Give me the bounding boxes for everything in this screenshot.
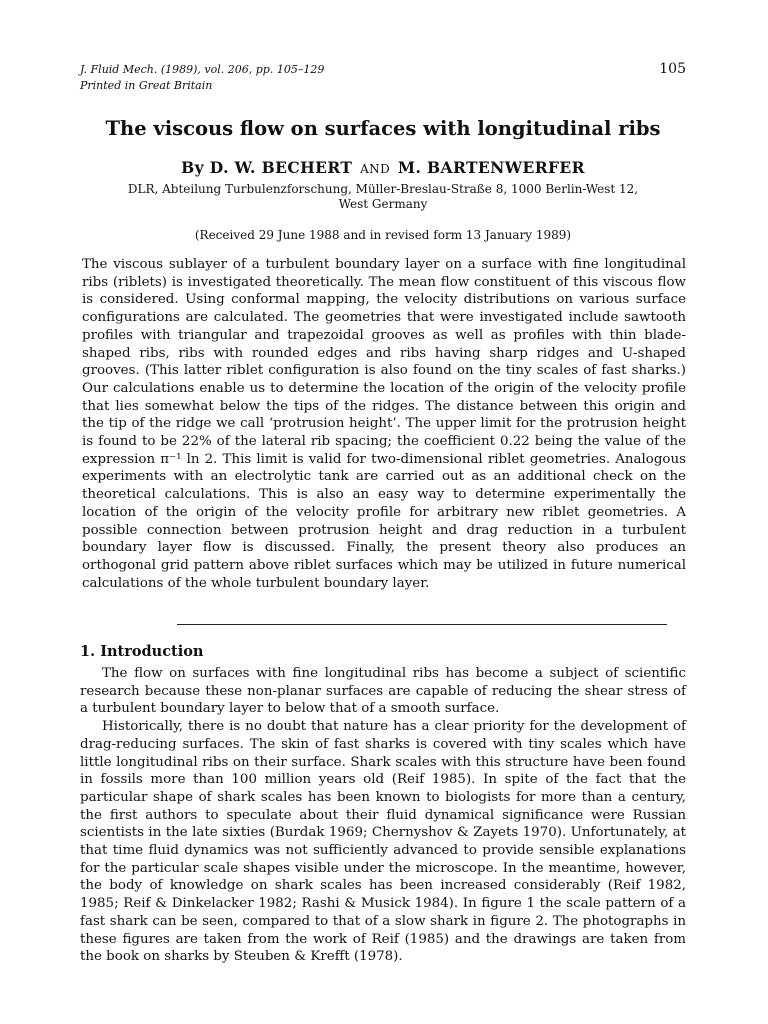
author-2: M. BARTENWERFER bbox=[397, 158, 585, 177]
paragraph: The flow on surfaces with fine longitudinal ribs has become a subject of scientific research because these non-planar surfaces are capable of reducing the shear stress of a turbulent boundary layer to below that of a smooth surface. bbox=[80, 666, 686, 717]
affiliation bbox=[80, 182, 686, 212]
page-number: 105 bbox=[659, 61, 686, 77]
paragraph: Historically, there is no doubt that nature has a clear priority for the development of drag-reducing surfaces. The skin of fast sharks is covered with tiny scales which have little longitudinal ribs on their surface. Shark scales with this structure have been found in fossils more than 100 million years old (Reif 1985). In spite of the fact that the particular shape of shark scales has been known to biologists for more than a century, the first authors to speculate about their fluid dynamical significance were Russian scientists in the late sixties (Burdak 1969; Chernyshov & Zayets 1970). Unfortunately, at that time fluid dynamics was not sufficiently advanced to provide sensible explanations for the particular scale shapes visible under the microscope. In the meantime, however, the body of knowledge on shark scales has been increased considerably (Reif 1982, 1985; Reif & Dinkelacker 1982; Rashi & Musick 1984). In figure 1 the scale pattern of a fast shark can be seen, compared to that of a slow shark in figure 2. The photographs in these figures are taken from the work of Reif (1985) and the drawings are taken from the book on sharks by Steuben & Krefft (1978). bbox=[80, 719, 686, 965]
section-number: 1. bbox=[80, 643, 96, 660]
running-head bbox=[80, 62, 686, 94]
section-divider bbox=[177, 624, 667, 625]
section-title: Introduction bbox=[100, 643, 204, 660]
by-label: By bbox=[181, 158, 204, 177]
author-1: D. W. BECHERT bbox=[209, 158, 353, 177]
affiliation-line-1: DLR, Abteilung Turbulenzforschung, Müller-Breslau-Straße 8, 1000 Berlin-West 12, bbox=[127, 182, 639, 196]
affiliation-line-2: West Germany bbox=[338, 197, 428, 211]
received-dates: (Received 29 June 1988 and in revised form 13 January 1989) bbox=[194, 228, 572, 242]
introduction-body bbox=[80, 665, 686, 966]
author-line bbox=[80, 158, 686, 179]
abstract: The viscous sublayer of a turbulent boundary layer on a surface with fine longitudinal ribs (riblets) is investigated theoretically. The mean flow constituent of this viscous flow is considered. Using conformal mapping, the velocity distributions on various surface configurations are calculated. The geometries that were investigated include sawtooth profiles with triangular and trapezoidal grooves as well as profiles with thin blade-shaped ribs, ribs with rounded edges and ribs having sharp ridges and U-shaped grooves. (This latter riblet configuration is also found on the tiny scales of fast sharks.) Our calculations enable us to determine the location of the origin of the velocity profile that lies somewhat below the tips of the ridges. The distance between this origin and the tip of the ridge we call ‘protrusion height’. The upper limit for the protrusion height is found to be 22% of the lateral rib spacing; the coefficient 0.22 being the value of the expression π⁻¹ ln 2. This limit is valid for two-dimensional riblet geometries. Analogous experiments with an electrolytic tank are carried out as an additional check on the theoretical calculations. This is also an easy way to determine experimentally the location of the origin of the velocity profile for arbitrary new riblet geometries. A possible connection between protrusion height and drag reduction in a turbulent boundary layer flow is discussed. Finally, the present theory also produces an orthogonal grid pattern above riblet surfaces which may be utilized in future numerical calculations of the whole turbulent boundary layer. bbox=[82, 257, 686, 591]
printed-in: Printed in Great Britain bbox=[80, 79, 213, 92]
section-heading bbox=[80, 642, 203, 662]
paper-title: The viscous flow on surfaces with longitudinal ribs bbox=[105, 117, 661, 140]
and-label: AND bbox=[360, 162, 391, 176]
journal-citation: J. Fluid Mech. (1989), vol. 206, pp. 105–129 bbox=[80, 63, 325, 76]
